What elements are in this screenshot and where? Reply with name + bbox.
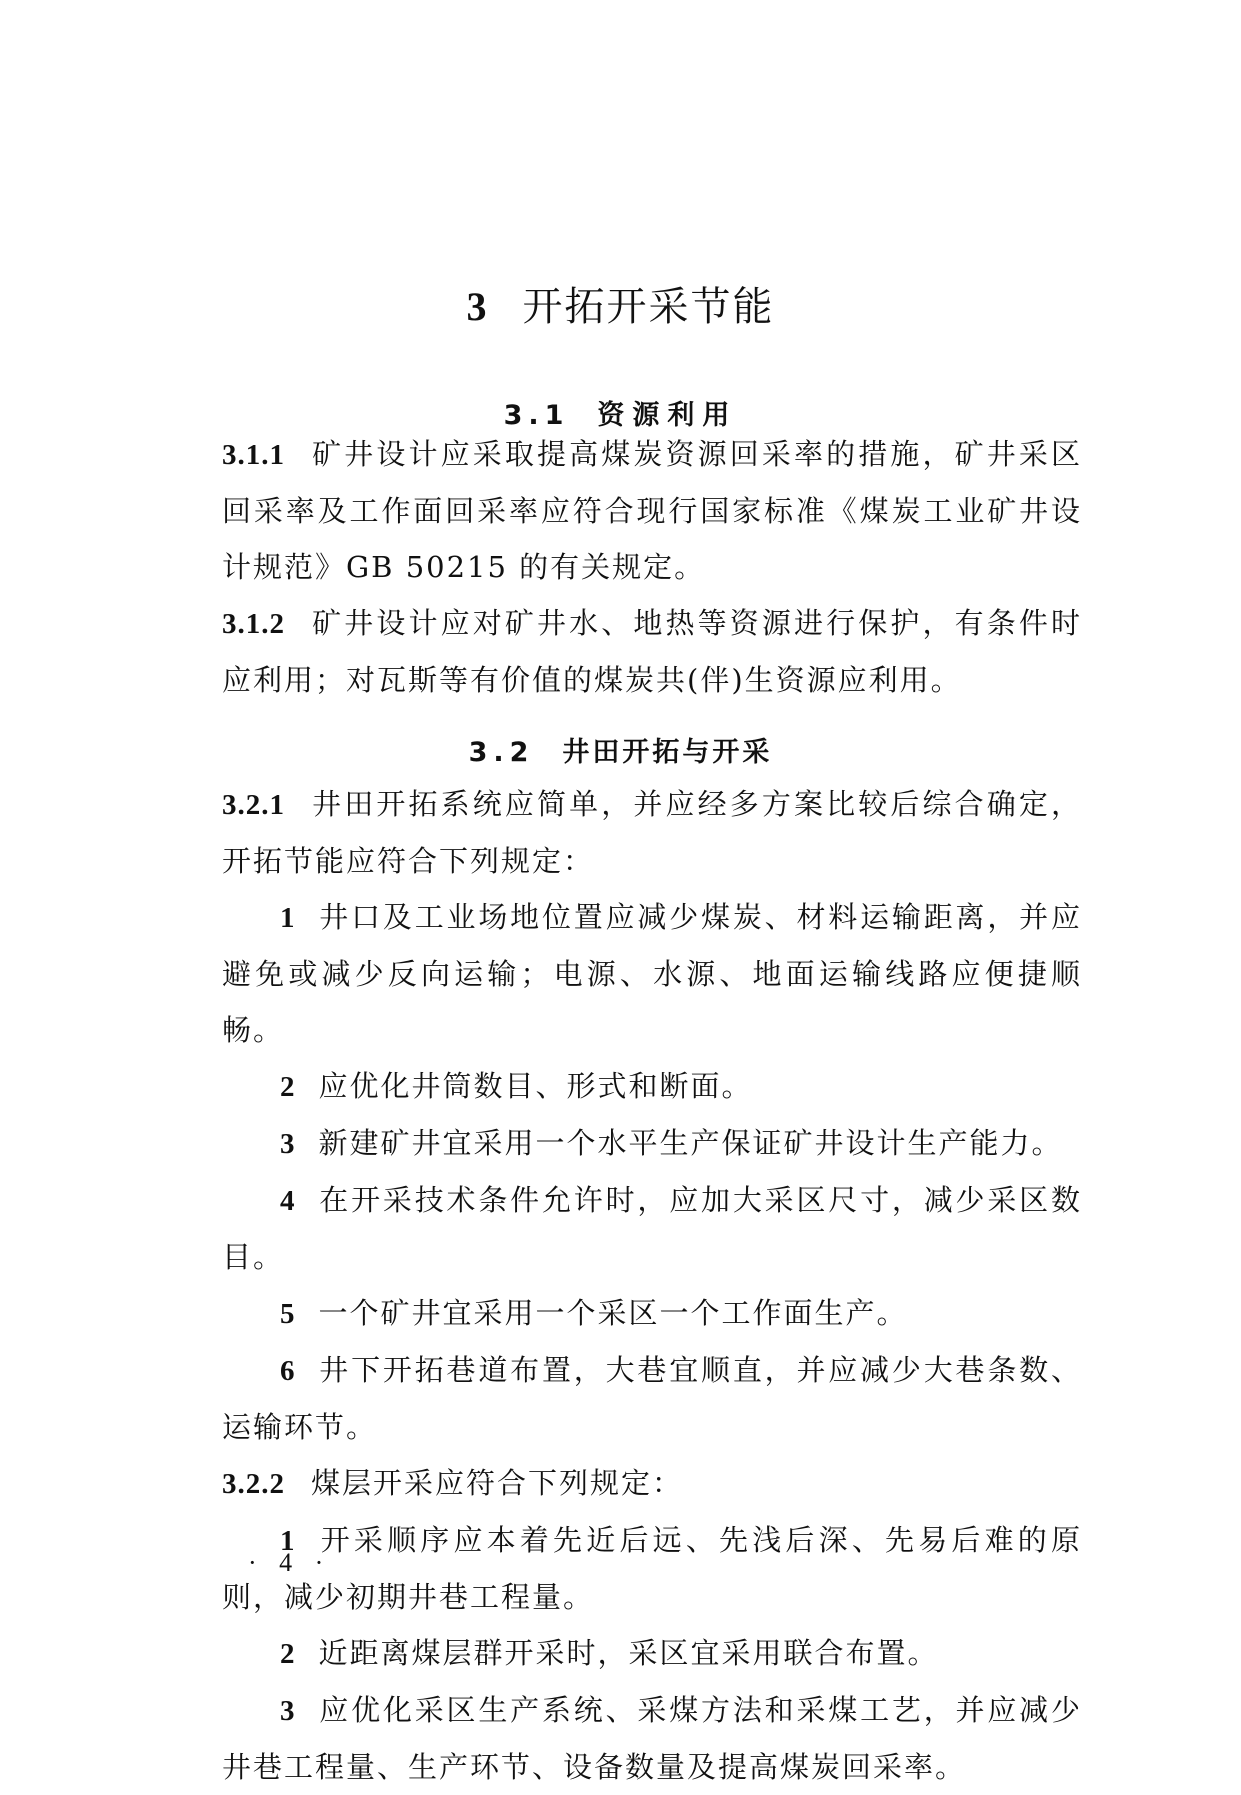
item-text: 开采顺序应本着先近后远、先浅后深、先易后难的原则，减少初期井巷工程量。 [222,1523,1082,1614]
clause-text: 矿井设计应采取提高煤炭资源回采率的措施，矿井采区回采率及工作面回采率应符合现行国家标准《煤炭工业矿井设计规范》GB 50215 的有关规定。 [222,437,1082,584]
item-text: 井口及工业场地位置应减少煤炭、材料运输距离，并应避免或减少反向运输；电源、水源、地面运输线路应便捷顺畅。 [222,900,1082,1047]
section-number: 3.1 [503,400,570,431]
item-text: 应优化井筒数目、形式和断面。 [318,1069,753,1103]
chapter-number: 3 [466,284,489,329]
section-number: 3.2 [468,737,535,768]
item-number: 5 [280,1298,297,1330]
page-number: · 4 · [248,1548,332,1577]
clause-3-1-2 [222,595,1082,708]
item-number: 4 [280,1185,297,1217]
item-number: 3 [280,1128,297,1160]
section-3-2-body [222,776,1082,1795]
list-item [222,1625,1082,1682]
clause-text: 矿井设计应对矿井水、地热等资源进行保护，有条件时应利用；对瓦斯等有价值的煤炭共(伴)生资源应利用。 [222,606,1082,697]
item-number: 1 [280,1525,297,1557]
item-number: 6 [280,1355,297,1387]
section-title-text: 井田开拓与开采 [562,737,773,768]
item-text: 井下开拓巷道布置，大巷宜顺直，并应减少大巷条数、运输环节。 [222,1353,1082,1444]
clause-3-1-1 [222,426,1082,595]
list-item [222,1342,1082,1455]
clause-number: 3.2.2 [222,1468,285,1500]
list-item [222,1172,1082,1285]
list-item [222,889,1082,1058]
clause-number: 3.1.2 [222,608,285,640]
section-title-3-2 [0,735,1241,771]
section-title-text: 资源利用 [597,400,738,431]
clause-number: 3.1.1 [222,439,285,471]
item-number: 2 [280,1071,297,1103]
section-3-1-body [222,426,1082,708]
clause-text: 井田开拓系统应简单，并应经多方案比较后综合确定，开拓节能应符合下列规定： [222,787,1082,878]
list-item [222,1115,1082,1172]
item-number: 3 [280,1695,297,1727]
chapter-title [0,282,1241,332]
item-text: 应优化采区生产系统、采煤方法和采煤工艺，并应减少井巷工程量、生产环节、设备数量及提高煤炭回采率。 [222,1693,1082,1784]
item-text: 新建矿井宜采用一个水平生产保证矿井设计生产能力。 [318,1126,1063,1160]
list-item [222,1682,1082,1795]
list-item [222,1512,1082,1625]
clause-number: 3.2.1 [222,789,285,821]
clause-text: 煤层开采应符合下列规定： [311,1466,684,1500]
clause-3-2-1 [222,776,1082,889]
item-number: 2 [280,1638,297,1670]
item-text: 在开采技术条件允许时，应加大采区尺寸，减少采区数目。 [222,1183,1082,1274]
list-item [222,1058,1082,1115]
chapter-title-text: 开拓开采节能 [522,284,775,330]
list-item [222,1285,1082,1342]
item-text: 一个矿井宜采用一个采区一个工作面生产。 [318,1296,908,1330]
clause-3-2-2 [222,1455,1082,1512]
item-number: 1 [280,902,297,934]
item-text: 近距离煤层群开采时，采区宜采用联合布置。 [318,1636,939,1670]
